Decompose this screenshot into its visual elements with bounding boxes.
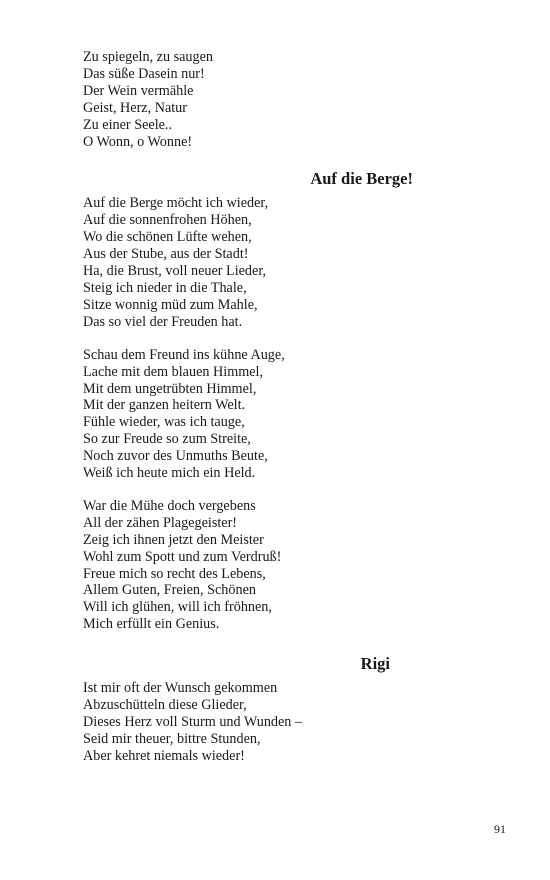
verse-line: War die Mühe doch vergebens [83,497,256,514]
verse-line: Der Wein vermähle [83,82,194,99]
verse-line: So zur Freude so zum Streite, [83,431,251,448]
verse-line: Das süße Dasein nur! [83,65,205,82]
verse-line: Abzuschütteln diese Glieder, [83,697,247,714]
rigi-stanza-1 [83,680,413,765]
verse-line: Sitze wonnig müd zum Mahle, [83,296,258,313]
verse-line: Wohl zum Spott und zum Verdruß! [83,548,282,565]
poem-title-rigi: Rigi [360,654,390,674]
page-body [83,49,413,765]
verse-line: Mit der ganzen heitern Welt. [83,397,246,414]
verse-line: Das so viel der Freuden hat. [83,313,243,330]
verse-line: O Wonn, o Wonne! [83,133,193,150]
verse-line: All der zähen Plagegeister! [83,514,238,531]
berge-stanza-2 [83,347,413,482]
verse-line: Noch zuvor des Unmuths Beute, [83,448,268,465]
verse-line: Wo die schönen Lüfte wehen, [83,229,252,246]
verse-line: Zu einer Seele.. [83,116,173,133]
verse-line: Allem Guten, Freien, Schönen [83,582,256,599]
verse-line: Schau dem Freund ins kühne Auge, [83,346,285,363]
verse-line: Zeig ich ihnen jetzt den Meister [83,531,264,548]
verse-line: Mich erfüllt ein Genius. [83,616,220,633]
verse-line: Ha, die Brust, voll neuer Lieder, [83,263,267,280]
opening-stanza [83,49,413,150]
poem-title-berge: Auf die Berge! [310,169,413,189]
verse-line: Ist mir oft der Wunsch gekommen [83,680,278,697]
verse-line: Mit dem ungetrübten Himmel, [83,380,257,397]
verse-line: Lache mit dem blauen Himmel, [83,363,264,380]
verse-line: Dieses Herz voll Sturm und Wunden – [83,714,303,730]
verse-line: Auf die sonnenfrohen Höhen, [83,212,252,229]
verse-line: Aus der Stube, aus der Stadt! [83,246,249,263]
page-number: 91 [494,822,506,836]
verse-line: Zu spiegeln, zu saugen [83,49,214,65]
verse-line: Fühle wieder, was ich tauge, [83,414,245,431]
verse-line: Will ich glühen, will ich fröhnen, [83,599,272,616]
berge-stanza-3 [83,498,413,633]
verse-line: Steig ich nieder in die Thale, [83,279,247,296]
berge-stanza-1 [83,195,413,330]
verse-line: Freue mich so recht des Lebens, [83,565,266,582]
verse-line: Geist, Herz, Natur [83,99,188,116]
verse-line: Aber kehret niemals wieder! [83,747,245,764]
verse-line: Seid mir theuer, bittre Stunden, [83,730,261,747]
verse-line: Auf die Berge möcht ich wieder, [83,195,269,212]
verse-line: Weiß ich heute mich ein Held. [83,465,256,482]
